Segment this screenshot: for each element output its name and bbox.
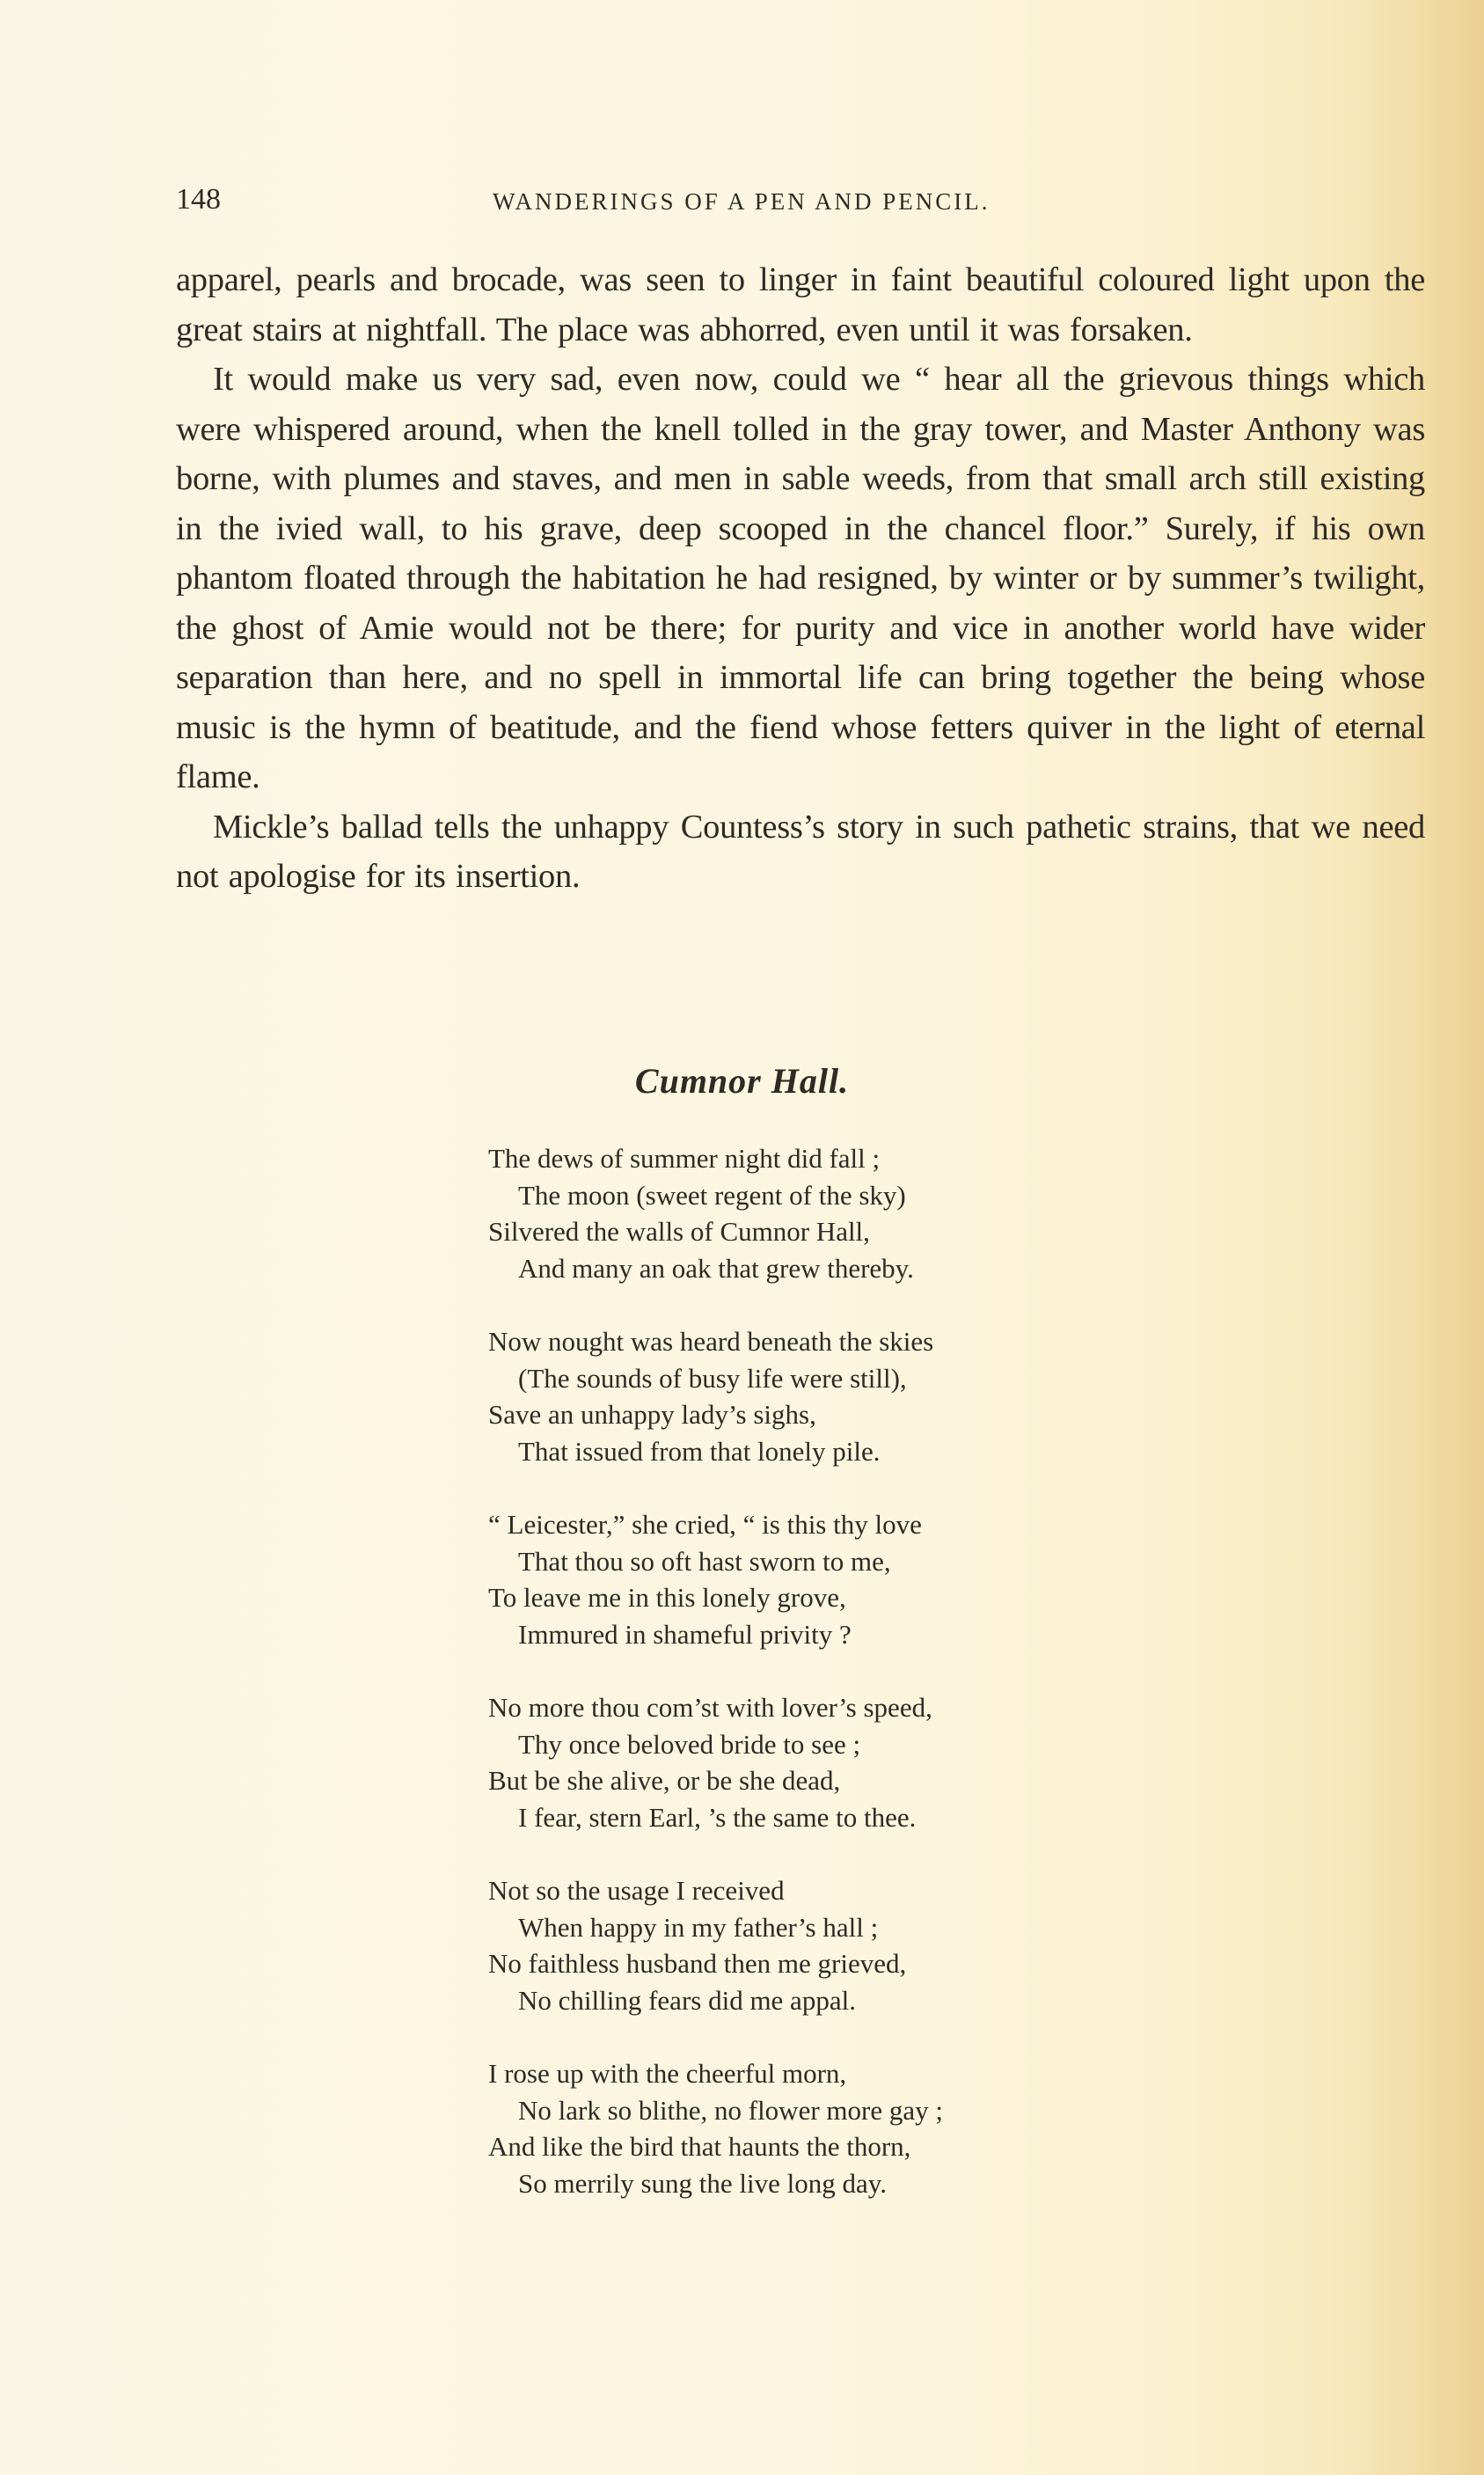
verse-line: But be she alive, or be she dead, bbox=[488, 1765, 841, 1796]
paragraph: apparel, pearls and brocade, was seen to linger in faint beautiful coloured light upon the great stairs at nightfall. The place was abhorred, even until it was forsaken. bbox=[176, 261, 1425, 348]
verse-line: That thou so oft hast sworn to me, bbox=[518, 1545, 891, 1577]
verse-line: And many an oak that grew thereby. bbox=[518, 1252, 914, 1284]
stanza bbox=[488, 1506, 943, 1652]
prose-body bbox=[176, 255, 1425, 902]
verse-line: No chilling fears did me appal. bbox=[518, 1984, 856, 2016]
verse-line: Now nought was heard beneath the skies bbox=[488, 1326, 934, 1357]
verse-line: When happy in my father’s hall ; bbox=[518, 1911, 879, 1943]
verse-line: No more thou com’st with lover’s speed, bbox=[488, 1692, 932, 1723]
stanza bbox=[488, 2055, 943, 2201]
running-head: WANDERINGS OF A PEN AND PENCIL. bbox=[493, 188, 991, 215]
verse-line: I fear, stern Earl, ’s the same to thee. bbox=[518, 1801, 917, 1833]
verse-line: No lark so blithe, no flower more gay ; bbox=[518, 2094, 943, 2126]
verse-line: Immured in shameful privity ? bbox=[518, 1618, 852, 1650]
verse-line: Thy once beloved bride to see ; bbox=[518, 1728, 861, 1760]
poem bbox=[488, 1140, 943, 2238]
stanza bbox=[488, 1140, 943, 1286]
verse-line: To leave me in this lonely grove, bbox=[488, 1582, 846, 1613]
verse-line: Save an unhappy lady’s sighs, bbox=[488, 1399, 816, 1430]
verse-line: Not so the usage I received bbox=[488, 1875, 785, 1906]
paragraph: It would make us very sad, even now, could we “ hear all the grievous things which were whispered around, when the knell tolled in the gray tower, and Master Anthony was borne, with plumes and staves, and men in sable weeds, from that small arch still existing in the ivied wall, to his grave, deep scooped in the chancel floor.” Surely, if his own phantom floated through the habitation he had resigned, by winter or by summer’s twilight, the ghost of Amie would not be there; for purity and vice in another world have wider separation than here, and no spell in immortal life can bring together the being whose music is the hymn of beatitude, and the fiend whose fetters quiver in the light of eternal flame. bbox=[176, 361, 1425, 795]
page-header bbox=[176, 183, 1425, 227]
verse-line: The dews of summer night did fall ; bbox=[488, 1143, 881, 1174]
stanza bbox=[488, 1689, 943, 1835]
poem-title: Cumnor Hall. bbox=[634, 1061, 850, 1101]
verse-line: No faithless husband then me grieved, bbox=[488, 1948, 907, 1979]
verse-line: The moon (sweet regent of the sky) bbox=[518, 1179, 906, 1211]
verse-line: “ Leicester,” she cried, “ is this thy love bbox=[488, 1509, 922, 1540]
verse-line: That issued from that lonely pile. bbox=[518, 1435, 881, 1467]
verse-line: (The sounds of busy life were still), bbox=[518, 1362, 907, 1394]
stanza bbox=[488, 1323, 943, 1469]
page-number: 148 bbox=[176, 183, 221, 216]
stanza bbox=[488, 1872, 943, 2018]
verse-line: So merrily sung the live long day. bbox=[518, 2167, 888, 2199]
verse-line: Silvered the walls of Cumnor Hall, bbox=[488, 1216, 870, 1247]
verse-line: And like the bird that haunts the thorn, bbox=[488, 2131, 911, 2162]
paragraph: Mickle’s ballad tells the unhappy Countess’s story in such pathetic strains, that we need not apologise for its insertion. bbox=[176, 808, 1425, 895]
verse-line: I rose up with the cheerful morn, bbox=[488, 2058, 847, 2089]
